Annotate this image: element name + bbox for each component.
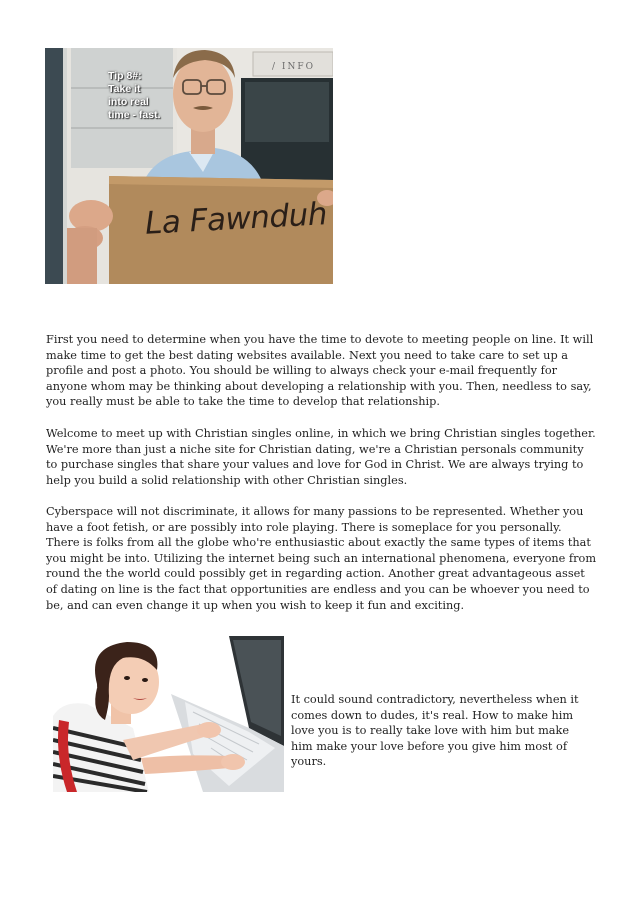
woman-laptop-illustration bbox=[53, 636, 284, 792]
side-paragraph: It could sound contradictory, nevertheless when it comes down to dudes, it's real. How to make him love you is to really take love with him but make him make your love before you give him most of yours. bbox=[291, 693, 579, 769]
paragraph: Cyberspace will not discriminate, it allows for many passions to be represented. Whether you have a foot fetish, or are possibly into role playing. There is someplace for you personally. There is folks from all the globe who're enthusiastic about exactly the same types of items that you might be into. Utilizing the internet being such an international phenomena, everyone from round the the world could possibly get in regarding action. Another great advantageous asset of dating on line is the fact that opportunities are endless and you can be whoever you need to be, and can even change it up when you wish to keep it fun and exciting. bbox=[46, 505, 597, 612]
meme-photo-illustration bbox=[45, 48, 333, 284]
door-sign-text: / INFO bbox=[272, 62, 315, 72]
photo-woman-at-laptop bbox=[53, 636, 284, 792]
meme-photo-man-holding-sign bbox=[45, 48, 333, 284]
cardboard-sign-text: La Fawnduh bbox=[144, 196, 328, 242]
paragraph: Welcome to meet up with Christian singles online, in which we bring Christian singles together. We're more than just a niche site for Christian dating, we're a Christian personals community to purchase singles that share your values and love for God in Christ. We are always trying to help you build a solid relationship with other Christian singles. bbox=[46, 427, 596, 487]
paragraph: First you need to determine when you have the time to devote to meeting people on line. It will make time to get the best dating websites available. Next you need to take care to set up a profile and post a photo. You should be willing to always check your e-mail frequently for anyone whom may be thinking about developing a relationship with you. Then, needless to say, you really must be able to take the time to develop that relationship. bbox=[46, 333, 594, 409]
meme-caption: Tip 8#: Take it into real time - fast. bbox=[108, 70, 161, 121]
